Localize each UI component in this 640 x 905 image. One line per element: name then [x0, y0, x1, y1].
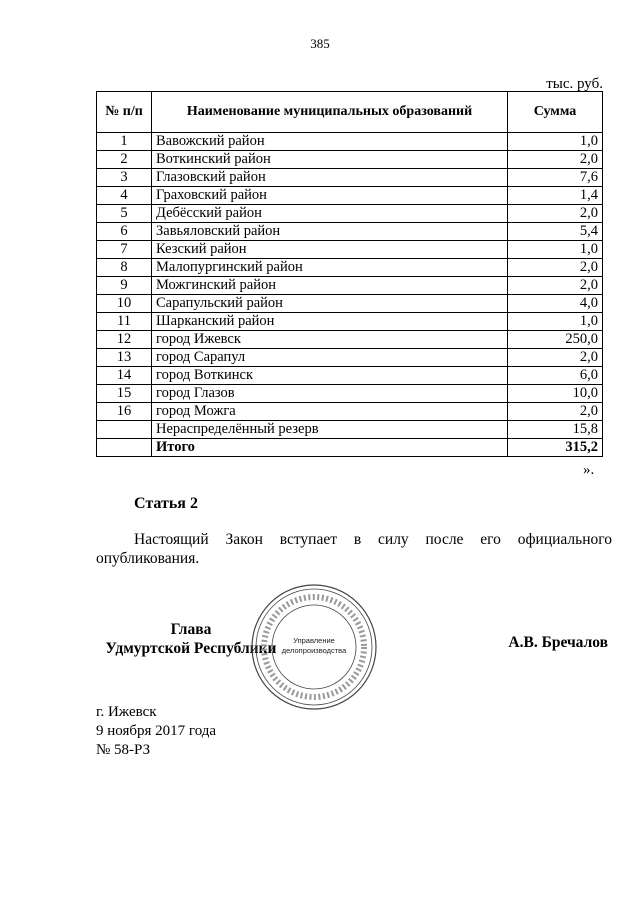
row-number: 6 [97, 223, 152, 241]
row-sum: 250,0 [508, 331, 603, 349]
official-stamp [250, 583, 378, 711]
row-name: Шарканский район [152, 313, 508, 331]
total-sum: 315,2 [508, 439, 603, 457]
row-sum: 6,0 [508, 367, 603, 385]
article-text: Настоящий Закон вступает в силу после его официального опубликования. [96, 531, 612, 567]
units-label: тыс. руб. [546, 76, 603, 92]
row-name: город Ижевск [152, 331, 508, 349]
row-sum: 4,0 [508, 295, 603, 313]
row-name: Кезский район [152, 241, 508, 259]
row-number: 16 [97, 403, 152, 421]
row-number: 10 [97, 295, 152, 313]
row-number: 14 [97, 367, 152, 385]
table-body [97, 133, 603, 457]
table-row [97, 133, 603, 151]
signatory-title-line1: Глава [170, 621, 212, 638]
row-sum: 5,4 [508, 223, 603, 241]
row-number: 5 [97, 205, 152, 223]
row-name: Можгинский район [152, 277, 508, 295]
header-name: Наименование муниципальных образований [152, 92, 508, 133]
row-sum: 10,0 [508, 385, 603, 403]
table-row [97, 349, 603, 367]
total-number [97, 439, 152, 457]
row-name: Дебёсский район [152, 205, 508, 223]
table-header-row [97, 92, 603, 133]
header-num: № п/п [97, 92, 152, 133]
stamp-text-line2: делопроизводства [281, 646, 347, 655]
table-row [97, 205, 603, 223]
table-row [97, 259, 603, 277]
signing-city: г. Ижевск [96, 704, 157, 720]
row-sum: 1,0 [508, 313, 603, 331]
row-sum: 1,0 [508, 133, 603, 151]
table-row [97, 313, 603, 331]
row-name: Граховский район [152, 187, 508, 205]
row-sum: 7,6 [508, 169, 603, 187]
row-number [97, 421, 152, 439]
article-title: Статья 2 [134, 495, 198, 512]
row-sum: 2,0 [508, 403, 603, 421]
row-name: Вавожский район [152, 133, 508, 151]
table-row [97, 421, 603, 439]
row-name: Воткинский район [152, 151, 508, 169]
table-total-row [97, 439, 603, 457]
row-sum: 2,0 [508, 151, 603, 169]
row-number: 12 [97, 331, 152, 349]
row-number: 9 [97, 277, 152, 295]
row-sum: 2,0 [508, 277, 603, 295]
row-name: Малопургинский район [152, 259, 508, 277]
page-number: 385 [310, 36, 330, 51]
table-row [97, 169, 603, 187]
signatory-name: А.В. Бречалов [508, 634, 608, 651]
allocation-table [96, 91, 603, 457]
signing-details [96, 703, 216, 760]
signatory-title-line2: Удмуртской Республики [105, 640, 277, 657]
table-row [97, 331, 603, 349]
row-number: 1 [97, 133, 152, 151]
table-row [97, 367, 603, 385]
row-number: 2 [97, 151, 152, 169]
row-name: Сарапульский район [152, 295, 508, 313]
table-row [97, 223, 603, 241]
row-name: город Можга [152, 403, 508, 421]
row-name: Нераспределённый резерв [152, 421, 508, 439]
table-row [97, 187, 603, 205]
row-name: город Воткинск [152, 367, 508, 385]
total-label: Итого [152, 439, 508, 457]
row-name: Глазовский район [152, 169, 508, 187]
table-row [97, 295, 603, 313]
row-number: 15 [97, 385, 152, 403]
table-row [97, 241, 603, 259]
table-row [97, 403, 603, 421]
row-number: 3 [97, 169, 152, 187]
row-sum: 1,0 [508, 241, 603, 259]
table-row [97, 277, 603, 295]
row-number: 4 [97, 187, 152, 205]
row-sum: 2,0 [508, 259, 603, 277]
signing-date: 9 ноября 2017 года [96, 723, 217, 739]
table-row [97, 151, 603, 169]
row-name: город Сарапул [152, 349, 508, 367]
row-number: 7 [97, 241, 152, 259]
row-name: город Глазов [152, 385, 508, 403]
row-sum: 15,8 [508, 421, 603, 439]
row-sum: 2,0 [508, 349, 603, 367]
row-number: 13 [97, 349, 152, 367]
table-row [97, 385, 603, 403]
row-sum: 1,4 [508, 187, 603, 205]
header-sum: Сумма [508, 92, 603, 133]
row-number: 11 [97, 313, 152, 331]
row-sum: 2,0 [508, 205, 603, 223]
stamp-text-line1: Управление [293, 636, 335, 645]
row-number: 8 [97, 259, 152, 277]
closing-quote: ». [583, 462, 595, 478]
law-number: № 58-РЗ [96, 742, 151, 758]
row-name: Завьяловский район [152, 223, 508, 241]
